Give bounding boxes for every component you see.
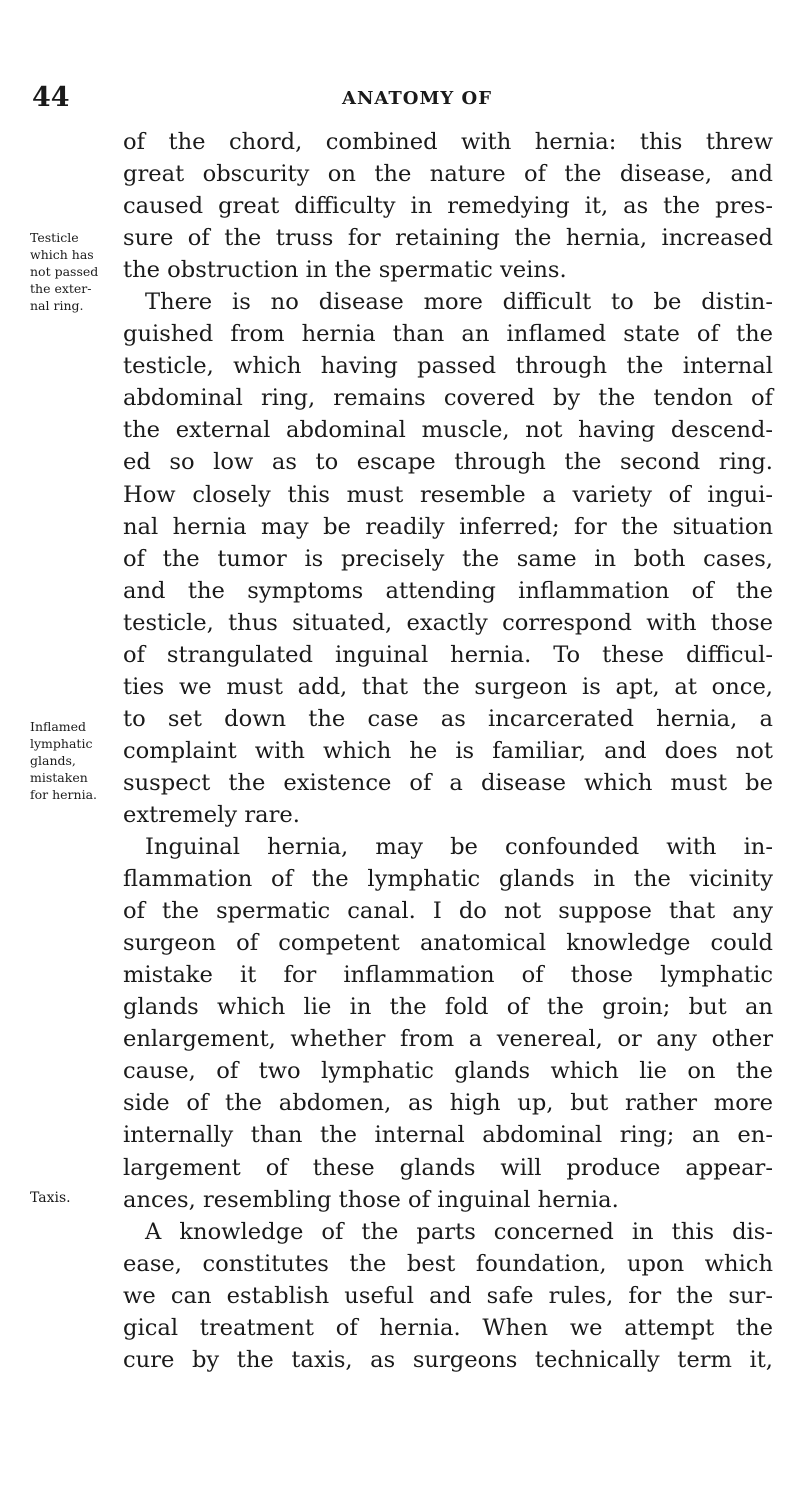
body-line: of the tumor is precisely the same in both cases, (123, 545, 773, 572)
body-line: glands which lie in the fold of the groin; but an (123, 994, 773, 1021)
body-line: flammation of the lymphatic glands in the vicinity (123, 866, 773, 893)
margin-note-line: Testicle (30, 230, 79, 245)
body-line: suspect the existence of a disease which must be (123, 769, 773, 796)
margin-note-line: nal ring. (30, 298, 84, 313)
body-line: gical treatment of hernia. When we attempt the (123, 1314, 773, 1341)
margin-note-testicle (30, 229, 122, 314)
body-line: the external abdominal muscle, not having descend- (123, 417, 773, 444)
body-line: abdominal ring, remains covered by the tendon of (123, 385, 773, 412)
margin-note-line: which has (30, 247, 94, 262)
body-line: largement of these glands will produce appear- (123, 1154, 773, 1181)
running-head: ANATOMY OF (342, 88, 492, 109)
body-line: complaint with which he is familiar, and does not (123, 737, 773, 764)
body-line: surgeon of competent anatomical knowledge could (123, 930, 773, 957)
margin-note-line: glands, (30, 753, 76, 768)
body-line: to set down the case as incarcerated hernia, a (123, 705, 773, 732)
body-line: of strangulated inguinal hernia. To these difficul- (123, 641, 773, 668)
body-line: caused great difficulty in remedying it, as the pres- (123, 193, 773, 220)
margin-note-line: for hernia. (30, 787, 97, 802)
body-line: of the chord, combined with hernia: this threw (123, 129, 773, 155)
margin-note-line: the exter- (30, 281, 92, 296)
body-line: testicle, thus situated, exactly correspond with those (123, 609, 773, 636)
body-line: testicle, which having passed through the internal (123, 353, 773, 380)
body-line: How closely this must resemble a variety of ingui- (123, 481, 773, 508)
margin-note-line: Taxis. (30, 1190, 71, 1206)
body-line: sure of the truss for retaining the hernia, increased (123, 225, 773, 252)
margin-note-inflamed-glands (30, 718, 122, 803)
body-line: extremely rare. (123, 801, 300, 828)
body-line: great obscurity on the nature of the disease, and (123, 161, 773, 188)
page-number: 44 (32, 82, 70, 113)
body-line: and the symptoms attending inflammation of the (123, 577, 773, 604)
body-line: A knowledge of the parts concerned in this dis- (145, 1218, 773, 1245)
body-line: ease, constitutes the best foundation, upon which (123, 1250, 773, 1277)
body-line: guished from hernia than an inflamed state of the (123, 321, 773, 348)
body-line: cause, of two lymphatic glands which lie on the (123, 1058, 773, 1085)
body-line: nal hernia may be readily inferred; for the situation (123, 513, 773, 540)
margin-note-line: not passed (30, 264, 99, 279)
margin-note-taxis (30, 1190, 122, 1207)
body-line: of the spermatic canal. I do not suppose that any (123, 898, 773, 925)
body-text (123, 126, 773, 1376)
margin-note-line: lymphatic (30, 736, 93, 751)
body-line: ed so low as to escape through the second ring. (123, 449, 773, 476)
body-line: ties we must add, that the surgeon is apt, at once, (123, 673, 773, 700)
body-line: There is no disease more difficult to be distin- (145, 289, 773, 316)
margin-note-line: mistaken (30, 770, 88, 785)
body-line: cure by the taxis, as surgeons technically term it, (123, 1346, 773, 1373)
body-line: the obstruction in the spermatic veins. (123, 257, 567, 284)
body-line: side of the abdomen, as high up, but rather more (123, 1090, 773, 1117)
body-line: Inguinal hernia, may be confounded with in- (145, 834, 773, 861)
margin-note-line: Inflamed (30, 719, 87, 734)
body-line: internally than the internal abdominal ring; an en- (123, 1122, 773, 1149)
body-line: mistake it for inflammation of those lymphatic (123, 962, 773, 989)
body-line: ances, resembling those of inguinal hernia. (123, 1186, 619, 1213)
body-line: enlargement, whether from a venereal, or any other (123, 1026, 773, 1053)
body-line: we can establish useful and safe rules, for the sur- (123, 1282, 773, 1309)
